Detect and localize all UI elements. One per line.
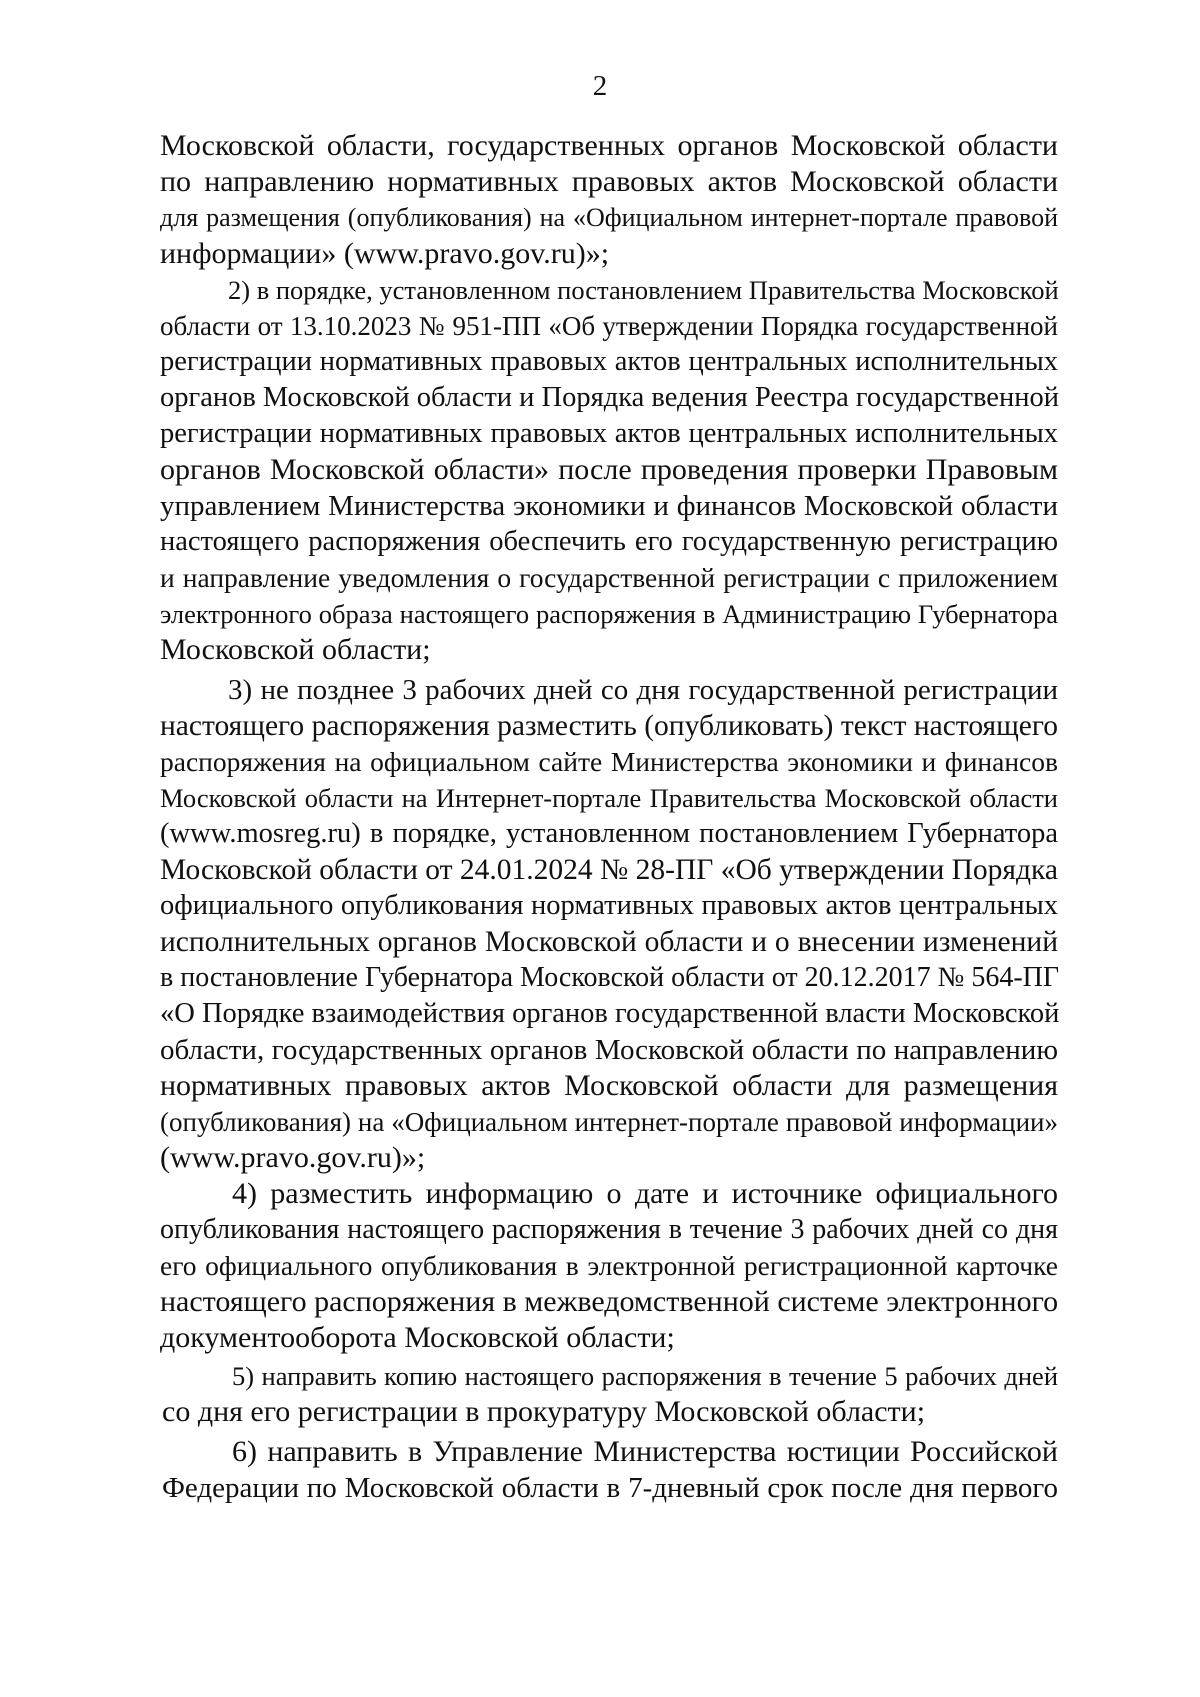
- text-line: со дня его регистрации в прокуратуру Московской области;: [162, 1395, 926, 1428]
- text-line: исполнительных органов Московской области и о внесении изменений: [160, 926, 1058, 958]
- text-line: органов Московской области и Порядка ведения Реестра государственной: [160, 382, 1059, 413]
- text-line: регистрации нормативных правовых актов центральных исполнительных: [160, 346, 1058, 377]
- text-line: и направление уведомления о государственной регистрации с приложением: [160, 562, 1058, 593]
- text-line: Федерации по Московской области в 7-дневный срок после дня первого: [162, 1472, 1058, 1504]
- text-line: официального опубликования нормативных правовых актов центральных: [160, 890, 1058, 921]
- text-line: Московской области, государственных органов Московской области: [160, 129, 1058, 162]
- text-line: по направлению нормативных правовых актов Московской области: [160, 165, 1058, 198]
- text-line: (опубликования) на «Официальном интернет-портале правовой информации»: [160, 1107, 1058, 1137]
- text-line: его официального опубликования в электронной регистрационной карточке: [160, 1250, 1058, 1281]
- text-line: 5) направить копию настоящего распоряжения в течение 5 рабочих дней: [232, 1361, 1058, 1391]
- page-number: 2: [592, 70, 608, 102]
- text-line: опубликования настоящего распоряжения в течение 3 рабочих дней со дня: [160, 1214, 1058, 1245]
- text-line: управлением Министерства экономики и финансов Московской области: [160, 490, 1058, 522]
- text-line: 2) в порядке, установленном постановлением Правительства Московской: [228, 275, 1059, 305]
- text-line: настоящего распоряжения обеспечить его государственную регистрацию: [160, 526, 1058, 557]
- text-line: органов Московской области» после проведения проверки Правовым: [160, 453, 1058, 486]
- text-line: регистрации нормативных правовых актов центральных исполнительных: [160, 418, 1058, 449]
- text-line: 4) разместить информацию о дате и источнике официального: [232, 1177, 1058, 1210]
- text-line: настоящего распоряжения в межведомственной системе электронного: [160, 1285, 1059, 1318]
- text-line: распоряжения на официальном сайте Министерства экономики и финансов: [160, 746, 1058, 777]
- text-line: 3) не позднее 3 рабочих дней со дня государственной регистрации: [228, 674, 1058, 706]
- text-line: (www.pravo.gov.ru)»;: [160, 1141, 426, 1174]
- text-line: «О Порядке взаимодействия органов государственной власти Московской: [160, 998, 1060, 1029]
- text-line: области, государственных органов Московской области по направлению: [160, 1034, 1058, 1066]
- text-line: настоящего распоряжения разместить (опубликовать) текст настоящего: [160, 710, 1058, 742]
- text-line: для размещения (опубликования) на «Официальном интернет-портале правовой: [160, 203, 1058, 232]
- text-line: нормативных правовых актов Московской области для размещения: [160, 1069, 1058, 1102]
- text-line: Московской области;: [160, 633, 431, 666]
- text-line: информации» (www.pravo.gov.ru)»;: [160, 237, 610, 270]
- text-line: 6) направить в Управление Министерства юстиции Российской: [232, 1435, 1058, 1468]
- text-line: Московской области на Интернет-портале Правительства Московской области: [160, 783, 1058, 813]
- text-line: электронного образа настоящего распоряжения в Администрацию Губернатора: [160, 599, 1058, 629]
- text-line: в постановление Губернатора Московской области от 20.12.2017 № 564-ПГ: [160, 962, 1060, 993]
- text-line: Московской области от 24.01.2024 № 28-ПГ «Об утверждении Порядка: [160, 854, 1058, 886]
- text-line: области от 13.10.2023 № 951-ПП «Об утверждении Порядка государственной: [160, 311, 1058, 341]
- text-line: (www.mosreg.ru) в порядке, установленном постановлением Губернатора: [160, 818, 1058, 849]
- text-line: документооборота Московской области;: [160, 1321, 675, 1354]
